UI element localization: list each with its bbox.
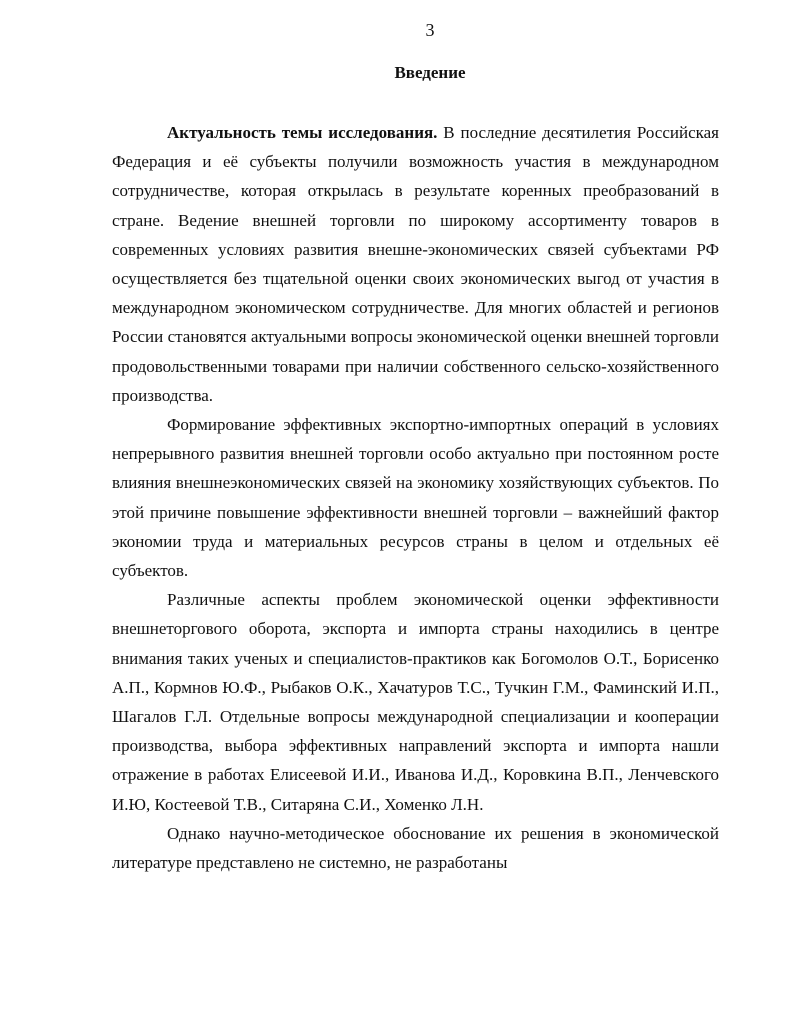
paragraph-however: Однако научно-методическое обоснование их решения в экономической литературе представлено не системно, не разработаны (112, 823, 719, 873)
section-heading: Введение (394, 63, 466, 82)
paragraph-relevance (112, 118, 719, 410)
paragraph-text: В последние десятилетия Российская Федерация и её субъекты получили возможность участия в международном сотрудничестве, которая открылась в результате коренных преобразований в стране. Ведение внешней торговли по широкому ассортименту товаров в современных условиях развития внешне-экономических связей субъектами РФ осуществляется без тщательной оценки своих экономических выгод от участия в международном экономическом сотрудничестве. Для многих областей и регионов России становятся актуальными вопросы экономической оценки внешней торговли продовольственными товарами при наличии собственного сельско-хозяйственного производства. (112, 123, 720, 405)
paragraph-lead: Актуальность темы исследования. (167, 123, 438, 142)
page-number: 3 (425, 20, 435, 40)
body-text (112, 118, 719, 877)
paragraph-formation: Формирование эффективных экспортно-импортных операций в условиях непрерывного развития внешней торговли особо актуально при постоянном росте влияния внешнеэкономических связей на экономику хозяйствующих субъектов. По этой причине повышение эффективности внешней торговли – важнейший фактор экономии труда и материальных ресурсов страны в целом и отдельных её субъектов. (112, 415, 719, 581)
paragraph-aspects: Различные аспекты проблем экономической оценки эффективности внешнеторгового оборота, экспорта и импорта страны находились в центре внимания таких ученых и специалистов-практиков как Богомолов О.Т., Борисенко А.П., Кормнов Ю.Ф., Рыбаков О.К., Хачатуров Т.С., Тучкин Г.М., Фаминский И.П., Шагалов Г.Л. Отдельные вопросы международной специализации и кооперации производства, выбора эффективных направлений экспорта и импорта нашли отражение в работах Елисеевой И.И., Иванова И.Д., Коровкина В.П., Ленчевского И.Ю, Костеевой Т.В., Ситаряна С.И., Хоменко Л.Н. (112, 590, 719, 814)
